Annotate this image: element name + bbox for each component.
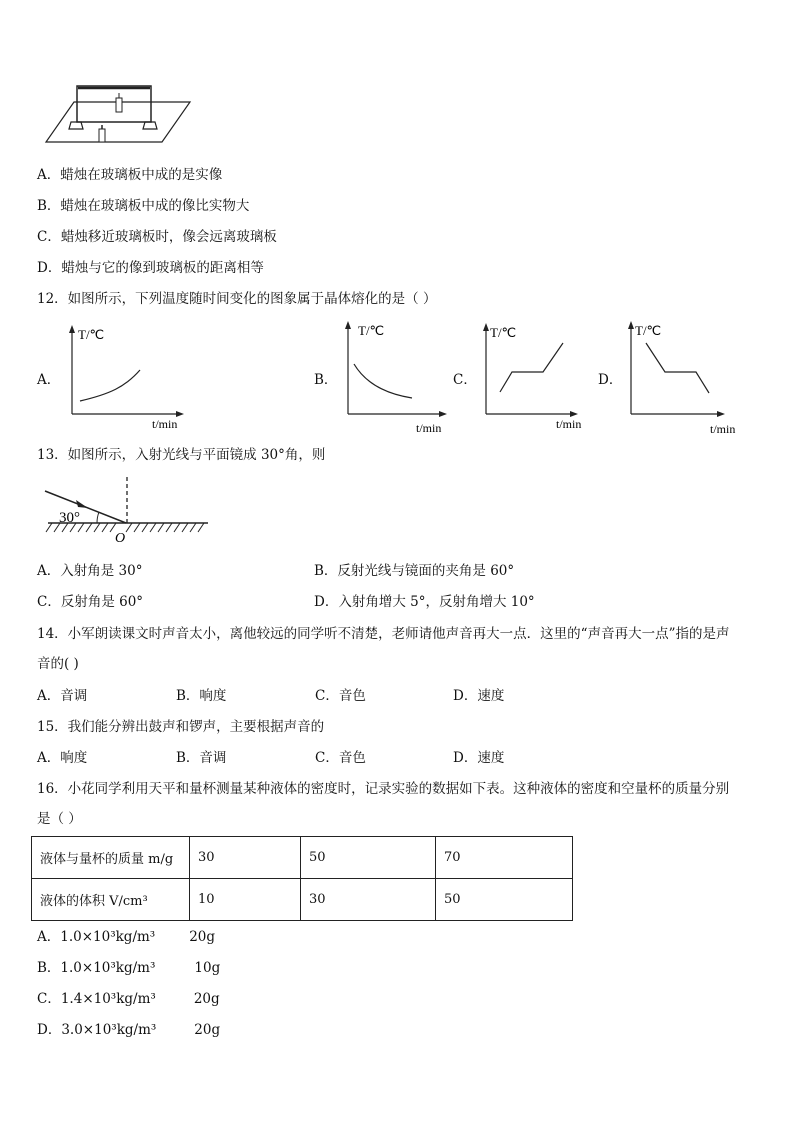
q16-option-a[interactable] — [37, 928, 215, 946]
table-cell: 30 — [190, 837, 301, 879]
q12-graph-a-xlabel: t/min — [152, 417, 178, 431]
q14-option-d[interactable]: D．速度 — [453, 688, 505, 704]
table-row — [32, 879, 573, 921]
q13-option-b[interactable]: B．反射光线与镜面的夹角是 60° — [314, 563, 515, 579]
q14-stem-line1: 14．小军朗读课文时声音太小，离他较远的同学听不清楚，老师请他声音再大一点．这里的“声音再大一点”指的是声 — [37, 626, 730, 642]
q12-graph-a — [60, 322, 190, 432]
q12-graph-b-ylabel: T/℃ — [358, 323, 385, 338]
q13-reflection-figure — [40, 474, 215, 546]
q13-stem: 13．如图所示，入射光线与平面镜成 30°角，则 — [37, 447, 326, 463]
table-cell: 10 — [190, 879, 301, 921]
option-letter: C． — [37, 991, 61, 1007]
q12-option-c[interactable]: C． — [453, 372, 477, 388]
q13-angle-label: 30° — [59, 510, 80, 526]
option-mass: 20g — [194, 1022, 221, 1038]
q12-graph-c-ylabel: T/℃ — [490, 325, 517, 340]
q12-graph-a-ylabel: T/℃ — [78, 327, 105, 342]
option-mass: 10g — [194, 960, 221, 976]
option-letter: D． — [37, 1022, 62, 1038]
option-letter: B． — [37, 960, 61, 976]
q13-option-d[interactable]: D．入射角增大 5°，反射角增大 10° — [314, 594, 535, 610]
q12-graph-d-xlabel: t/min — [710, 422, 736, 436]
q12-graph-d — [619, 318, 744, 438]
option-density: 1.0×10³kg/m³ — [60, 929, 156, 945]
q12-option-b[interactable]: B． — [314, 372, 338, 388]
table-cell: 50 — [301, 837, 436, 879]
q14-option-a[interactable]: A．音调 — [37, 688, 88, 704]
q16-stem-line2: 是（ ） — [37, 811, 82, 827]
q12-graph-b — [336, 318, 456, 438]
table-row — [32, 837, 573, 879]
mirror-experiment-figure — [44, 84, 194, 150]
q13-option-c[interactable]: C．反射角是 60° — [37, 594, 144, 610]
table-cell: 30 — [301, 879, 436, 921]
option-letter: A． — [37, 929, 61, 945]
q11-option-b[interactable]: B．蜡烛在玻璃板中成的像比实物大 — [37, 198, 250, 214]
q12-graph-d-ylabel: T/℃ — [635, 323, 662, 338]
q16-option-c[interactable] — [37, 990, 220, 1008]
option-density: 1.4×10³kg/m³ — [60, 991, 156, 1007]
table-row-label: 液体与量杯的质量 m/g — [32, 837, 190, 879]
q12-stem: 12．如图所示，下列温度随时间变化的图象属于晶体熔化的是（ ） — [37, 291, 437, 307]
q12-option-a[interactable]: A． — [37, 372, 61, 388]
q14-stem-line2: 音的( ) — [37, 656, 79, 672]
q16-option-d[interactable] — [37, 1021, 220, 1039]
q15-option-d[interactable]: D．速度 — [453, 750, 505, 766]
q15-option-c[interactable]: C．音色 — [315, 750, 366, 766]
q12-graph-b-xlabel: t/min — [416, 421, 442, 435]
q13-point-label: O — [115, 531, 126, 546]
q12-option-d[interactable]: D． — [598, 372, 623, 388]
table-cell: 70 — [436, 837, 573, 879]
q15-option-a[interactable]: A．响度 — [37, 750, 88, 766]
q11-option-d[interactable]: D．蜡烛与它的像到玻璃板的距离相等 — [37, 260, 264, 276]
q16-data-table — [31, 836, 573, 921]
option-density: 1.0×10³kg/m³ — [60, 960, 156, 976]
option-mass: 20g — [189, 929, 216, 945]
table-cell: 50 — [436, 879, 573, 921]
q13-option-a[interactable]: A．入射角是 30° — [37, 563, 143, 579]
q14-option-c[interactable]: C．音色 — [315, 688, 366, 704]
q11-option-a[interactable]: A．蜡烛在玻璃板中成的是实像 — [37, 167, 223, 183]
q11-option-c[interactable]: C．蜡烛移近玻璃板时，像会远离玻璃板 — [37, 229, 277, 245]
q14-option-b[interactable]: B．响度 — [176, 688, 227, 704]
q12-graph-c — [474, 318, 594, 436]
q16-stem-line1: 16．小花同学利用天平和量杯测量某种液体的密度时，记录实验的数据如下表。这种液体的密度和空量杯的质量分别 — [37, 781, 730, 797]
q15-stem: 15．我们能分辨出鼓声和锣声，主要根据声音的 — [37, 719, 325, 735]
option-density: 3.0×10³kg/m³ — [61, 1022, 157, 1038]
q16-option-b[interactable] — [37, 959, 220, 977]
option-mass: 20g — [193, 991, 220, 1007]
q15-option-b[interactable]: B．音调 — [176, 750, 227, 766]
q12-graph-c-xlabel: t/min — [556, 417, 582, 431]
table-row-label: 液体的体积 V/cm³ — [32, 879, 190, 921]
